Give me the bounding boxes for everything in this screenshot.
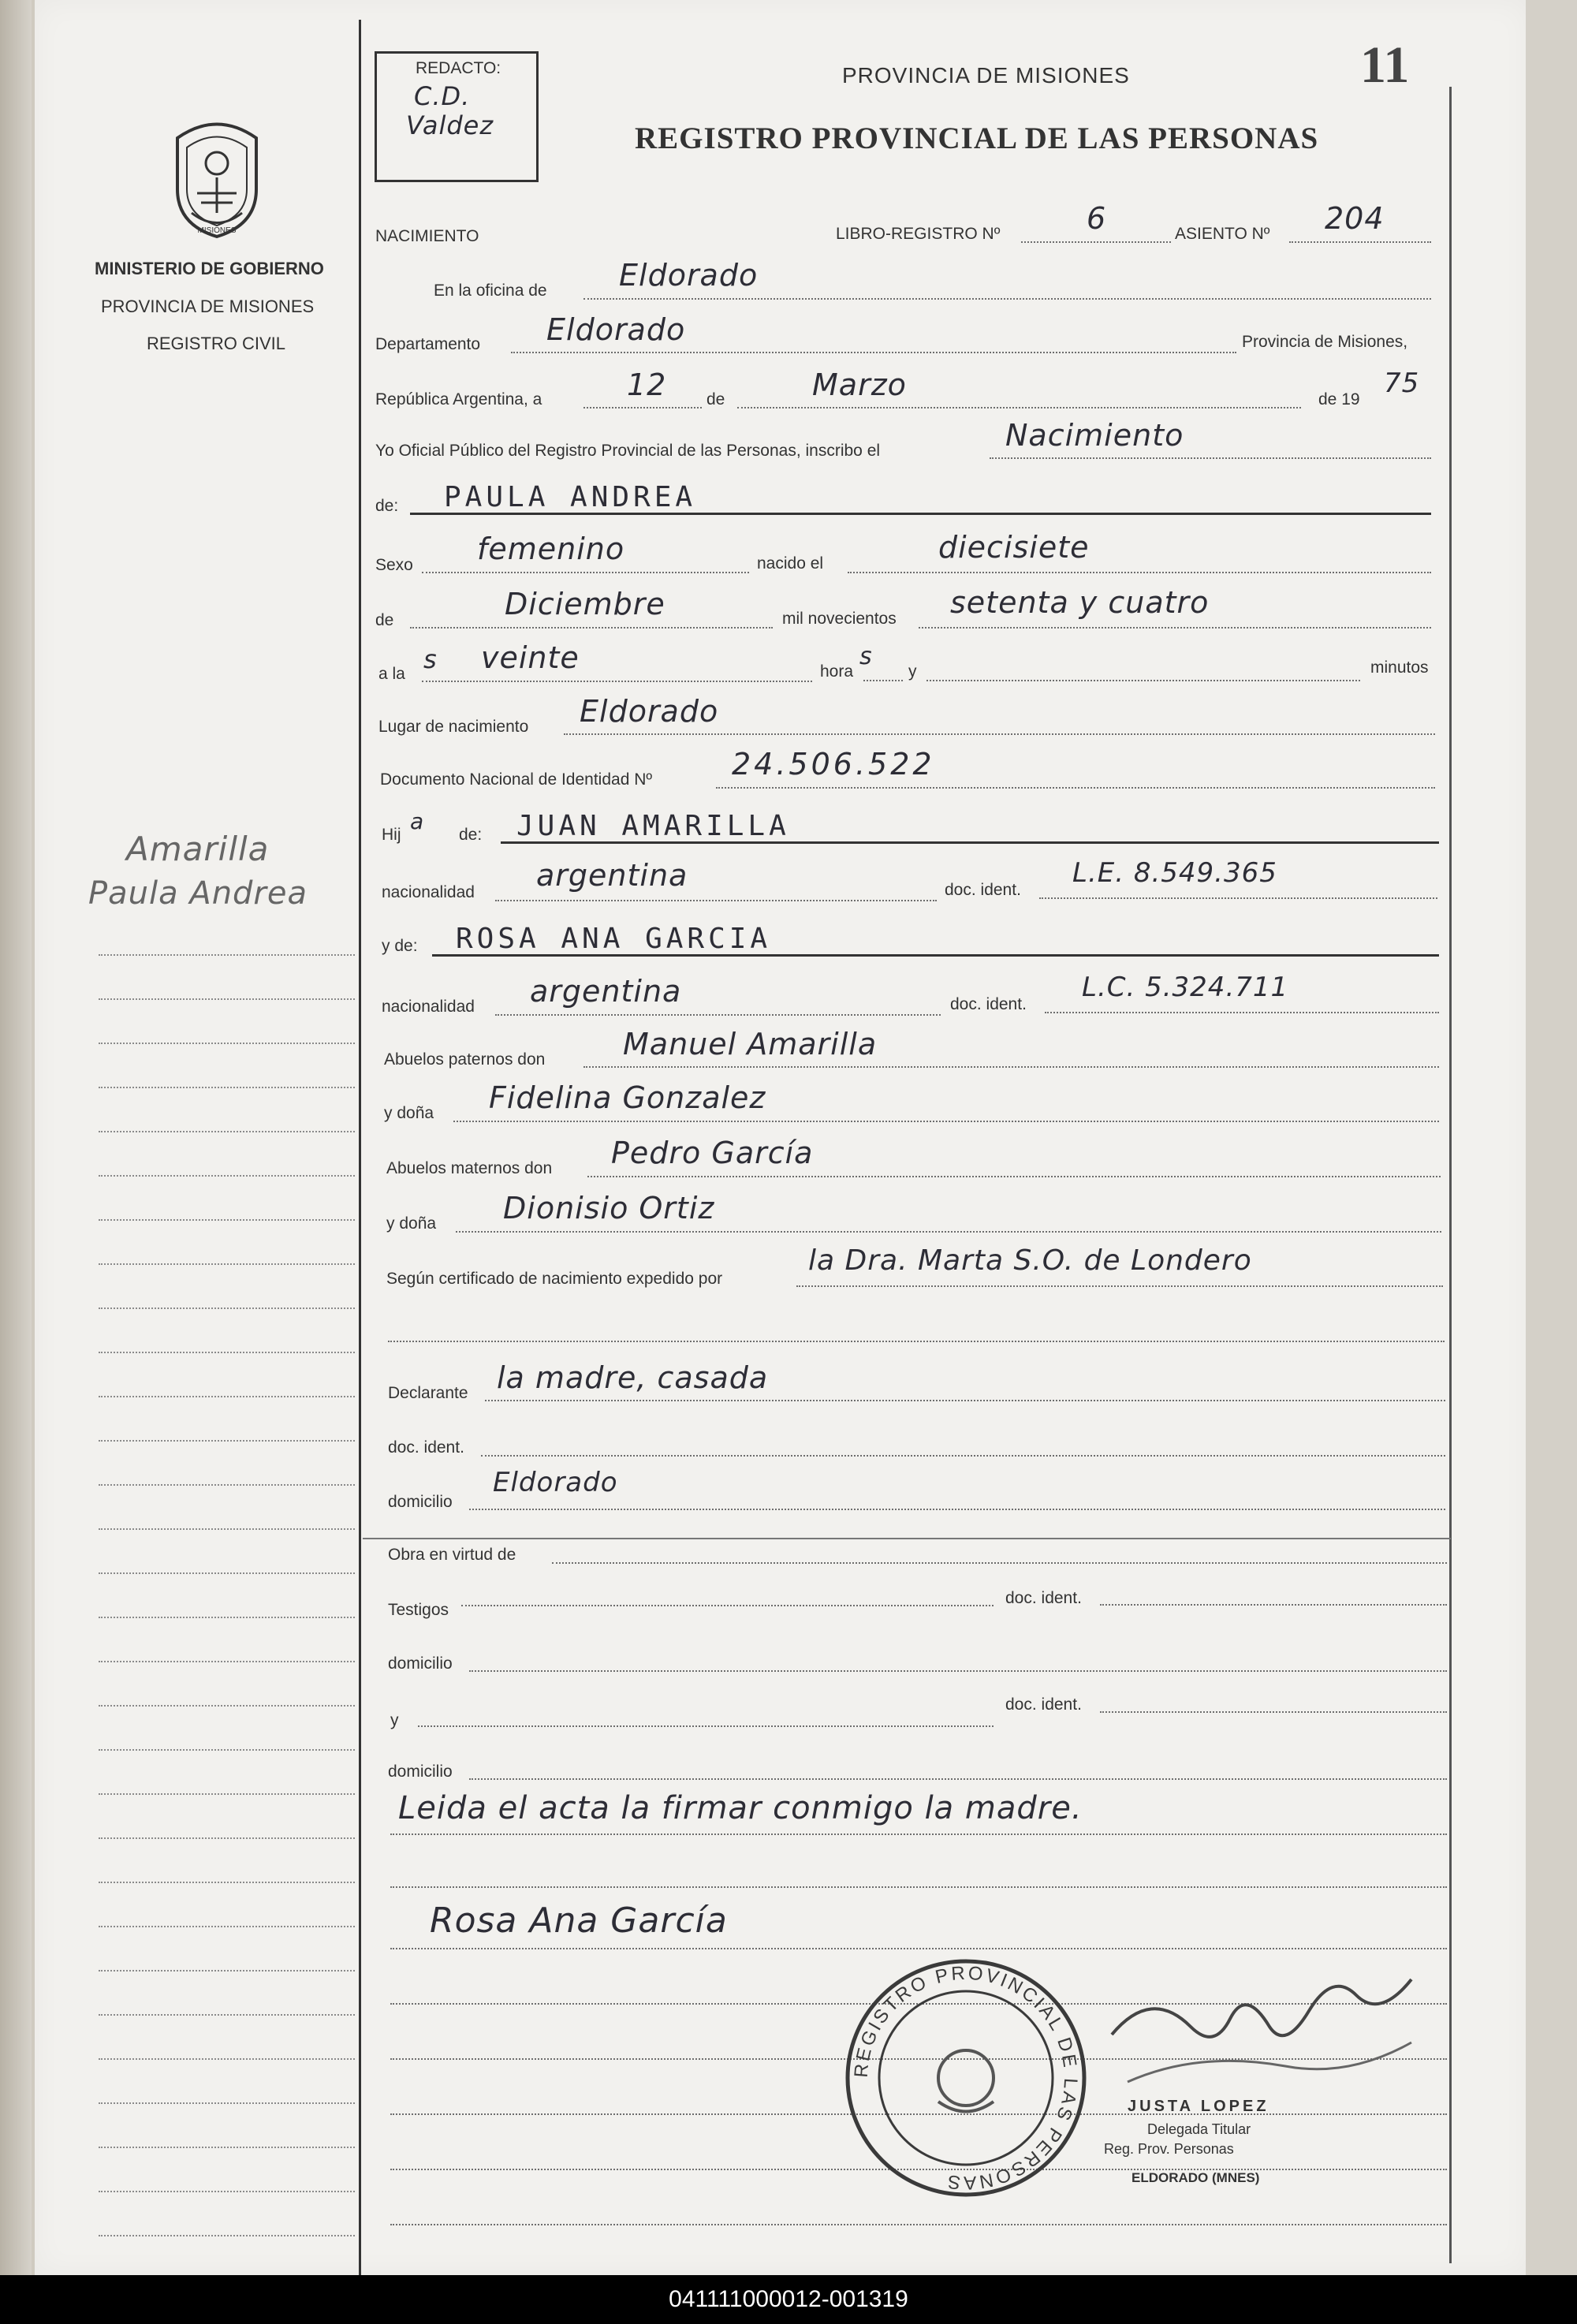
- margin-rule-line: [99, 1087, 355, 1088]
- horas-dots: [863, 680, 903, 681]
- abuela-pat-dots: [453, 1121, 1439, 1122]
- margin-rule-line: [99, 2058, 355, 2060]
- declarante-domicilio-dots: [469, 1509, 1445, 1510]
- padre-doc-value: L.E. 8.549.365: [1072, 857, 1277, 889]
- hora-value: veinte: [481, 640, 580, 675]
- lugar-value: Eldorado: [580, 694, 719, 729]
- madre-nac-label: nacionalidad: [382, 998, 475, 1016]
- y-label-2: y: [390, 1711, 399, 1729]
- firma-madre: Rosa Ana García: [430, 1901, 728, 1941]
- redacto-label: REDACTO:: [416, 59, 501, 77]
- acto-dots: [990, 457, 1431, 459]
- departamento-value: Eldorado: [546, 312, 686, 347]
- official-name: JUSTA LOPEZ: [1128, 2098, 1269, 2115]
- official-place: ELDORADO (MNES): [1131, 2170, 1260, 2185]
- provincia-misiones-label: Provincia de Misiones,: [1242, 333, 1408, 351]
- right-border-rule: [1449, 87, 1452, 2263]
- book-spine: [0, 0, 32, 2275]
- padre-doc-label: doc. ident.: [945, 881, 1021, 899]
- libro-registro-label: LIBRO-REGISTRO Nº: [836, 225, 1001, 243]
- left-column-rule: [359, 20, 361, 2275]
- declarante-domicilio-label: domicilio: [388, 1493, 453, 1511]
- testigo2-doc-label: doc. ident.: [1005, 1695, 1082, 1714]
- declarante-dots: [485, 1400, 1445, 1401]
- margin-rule-line: [99, 1661, 355, 1662]
- obra-rule: [363, 1538, 1451, 1539]
- obra-label: Obra en virtud de: [388, 1546, 516, 1564]
- margin-rule-line: [99, 1837, 355, 1839]
- republica-label: República Argentina, a: [375, 390, 542, 408]
- segun-dots: [796, 1285, 1443, 1287]
- margin-rule-line: [99, 1263, 355, 1265]
- hora-dots: [422, 681, 812, 682]
- footer-barcode-text: 041111000012-001319: [0, 2275, 1577, 2324]
- padre-doc-dots: [1039, 897, 1437, 899]
- lectura-dots: [390, 1833, 1447, 1835]
- registry-seal-stamp: [836, 1952, 1096, 2204]
- margin-rule-line: [99, 998, 355, 1000]
- margin-rule-line: [99, 2014, 355, 2016]
- blank-dots-2: [390, 1948, 1447, 1949]
- madre-doc-label: doc. ident.: [950, 995, 1027, 1013]
- nacido-el-label: nacido el: [757, 554, 824, 573]
- nacido-dots: [848, 572, 1431, 573]
- padre-value: JUAN AMARILLA: [516, 810, 790, 842]
- redacto-value-line2: Valdez: [406, 110, 494, 140]
- margin-rule-line: [99, 1793, 355, 1795]
- margin-rule-line: [99, 1926, 355, 1927]
- padre-nac-label: nacionalidad: [382, 883, 475, 901]
- declarante-value: la madre, casada: [497, 1360, 769, 1395]
- lugar-label: Lugar de nacimiento: [378, 718, 529, 736]
- document-title: REGISTRO PROVINCIAL DE LAS PERSONAS: [635, 121, 1319, 155]
- svg-text:REGISTRO PROVINCIAL DE LAS PER: REGISTRO PROVINCIAL DE LAS PERSONAS: [850, 1962, 1082, 2194]
- nacido-anio-dots: [919, 627, 1431, 629]
- margin-rule-line: [99, 1440, 355, 1442]
- de-19-label: de 19: [1318, 390, 1360, 408]
- margin-rule-line: [99, 1043, 355, 1044]
- de-label-2: de: [375, 611, 394, 629]
- margin-rule-line: [99, 954, 355, 956]
- margin-rule-line: [99, 1175, 355, 1177]
- abuelo-mat-dots: [587, 1176, 1441, 1177]
- page-number: 11: [1360, 36, 1410, 94]
- sidebar-province-label: PROVINCIA DE MISIONES: [101, 297, 315, 316]
- abuelo-pat-label: Abuelos paternos don: [384, 1050, 546, 1069]
- asiento-label: ASIENTO Nº: [1175, 225, 1270, 243]
- libro-dots: [1021, 241, 1171, 243]
- madre-doc-value: L.C. 5.324.711: [1082, 972, 1289, 1003]
- lugar-dots: [564, 733, 1435, 735]
- padre-nac-value: argentina: [536, 858, 688, 893]
- testigo2-domicilio-label: domicilio: [388, 1763, 453, 1781]
- abuelo-pat-dots: [583, 1066, 1439, 1068]
- obra-dots: [552, 1562, 1447, 1564]
- abuela-mat-label: y doña: [386, 1214, 437, 1233]
- lectura-text: Leida el acta la firmar conmigo la madre.: [398, 1790, 1083, 1826]
- declarante-doc-label: doc. ident.: [388, 1438, 464, 1457]
- declarante-label: Declarante: [388, 1384, 468, 1402]
- dia-dots: [583, 407, 702, 408]
- mes-value: Marzo: [812, 367, 907, 402]
- padre-nac-dots: [495, 900, 937, 901]
- margin-rule-line: [99, 1131, 355, 1132]
- oficina-dots: [583, 298, 1431, 300]
- blank-dots-1: [390, 1886, 1447, 1888]
- ministry-label: MINISTERIO DE GOBIERNO: [95, 259, 324, 278]
- minutos-label: minutos: [1370, 658, 1429, 677]
- official-title-2: Reg. Prov. Personas: [1104, 2141, 1234, 2157]
- testigo1-domicilio-dots: [469, 1670, 1447, 1672]
- departamento-dots: [511, 352, 1236, 353]
- oficial-label: Yo Oficial Público del Registro Provincial de las Personas, inscribo el: [375, 442, 881, 460]
- abuelo-mat-label: Abuelos maternos don: [386, 1159, 553, 1177]
- anio-value: 75: [1384, 367, 1420, 399]
- dni-label: Documento Nacional de Identidad Nº: [380, 770, 653, 789]
- margin-rule-line: [99, 1307, 355, 1309]
- madre-nac-dots: [495, 1014, 941, 1016]
- a-la-label: a la: [378, 665, 405, 683]
- hora-suffix-value: s: [859, 643, 873, 670]
- segun-label: Según certificado de nacimiento expedido por: [386, 1270, 723, 1288]
- domicilio-decl-value: Eldorado: [493, 1467, 618, 1498]
- de-label-1: de: [706, 390, 725, 408]
- y-de-label: y de:: [382, 937, 418, 955]
- testigos-dots: [461, 1605, 994, 1606]
- nacido-mes-dots: [410, 627, 773, 629]
- hij-suffix-value: a: [410, 808, 425, 834]
- abuelo-mat-value: Pedro García: [611, 1136, 814, 1170]
- testigos-label: Testigos: [388, 1601, 449, 1619]
- madre-nac-value: argentina: [530, 974, 682, 1009]
- margin-rule-line: [99, 1970, 355, 1971]
- margin-rule-line: [99, 1572, 355, 1574]
- testigo1-doc-dots: [1100, 1604, 1447, 1606]
- margin-note-given-names: Paula Andrea: [88, 875, 308, 912]
- svg-text:MISIONES: MISIONES: [197, 226, 237, 235]
- abuela-pat-value: Fidelina Gonzalez: [489, 1080, 766, 1115]
- madre-value: ROSA ANA GARCIA: [456, 923, 772, 955]
- redacto-value-line1: C.D.: [414, 81, 471, 111]
- madre-doc-dots: [1045, 1012, 1439, 1013]
- nacido-dia-value: diecisiete: [938, 530, 1090, 565]
- margin-rule-line: [99, 2191, 355, 2192]
- margin-rule-line: [99, 1484, 355, 1486]
- nombre-label: de:: [375, 497, 399, 515]
- margin-rule-line: [99, 1705, 355, 1707]
- abuela-mat-dots: [456, 1231, 1441, 1233]
- official-title-1: Delegada Titular: [1147, 2121, 1251, 2137]
- nacido-anio-value: setenta y cuatro: [950, 585, 1210, 620]
- margin-rule-line: [99, 1219, 355, 1221]
- y-label-1: y: [908, 662, 917, 681]
- mes-dots: [737, 407, 1301, 408]
- minutos-dots: [926, 680, 1360, 681]
- nacido-mes-value: Diciembre: [505, 587, 665, 621]
- nacimiento-label: NACIMIENTO: [375, 227, 479, 245]
- testigo2-domicilio-dots: [469, 1778, 1447, 1780]
- oficina-value: Eldorado: [619, 258, 759, 293]
- sexo-value: femenino: [477, 532, 625, 566]
- mil-novecientos-label: mil novecientos: [782, 610, 897, 628]
- nombre-value: PAULA ANDREA: [444, 481, 697, 513]
- asiento-dots: [1289, 241, 1431, 243]
- hij-label: Hij: [382, 826, 401, 844]
- testigo1-domicilio-label: domicilio: [388, 1654, 453, 1673]
- declarante-doc-dots: [481, 1455, 1445, 1457]
- margin-rule-line: [99, 1749, 355, 1751]
- testigo2-doc-dots: [1100, 1711, 1447, 1713]
- dni-dots: [716, 787, 1435, 789]
- margin-rule-line: [99, 2235, 355, 2236]
- header-province: PROVINCIA DE MISIONES: [842, 63, 1130, 88]
- sexo-dots: [422, 572, 749, 573]
- sexo-label: Sexo: [375, 556, 413, 574]
- margin-rule-line: [99, 1528, 355, 1530]
- departamento-label: Departamento: [375, 335, 481, 353]
- blank-dots-7: [390, 2224, 1447, 2225]
- abuela-pat-label: y doña: [384, 1104, 434, 1122]
- page-edge: [1526, 0, 1577, 2275]
- margin-note-surname: Amarilla: [126, 830, 270, 868]
- hora-prefix-value: s: [423, 644, 438, 674]
- dni-value: 24.506.522: [732, 747, 935, 782]
- abuela-mat-value: Dionisio Ortiz: [503, 1191, 715, 1225]
- oficina-label: En la oficina de: [434, 282, 547, 300]
- margin-rule-line: [99, 1352, 355, 1353]
- testigo2-dots: [418, 1725, 994, 1727]
- libro-value: 6: [1087, 201, 1107, 236]
- horas-label: hora: [820, 662, 854, 681]
- testigo1-doc-label: doc. ident.: [1005, 1589, 1082, 1607]
- margin-rule-line: [99, 1617, 355, 1618]
- certificado-value: la Dra. Marta S.O. de Londero: [808, 1244, 1252, 1277]
- segun-dots-2: [388, 1341, 1445, 1342]
- provincial-coat-of-arms-icon: [162, 114, 272, 241]
- margin-rule-line: [99, 2147, 355, 2148]
- margin-rule-line: [99, 2102, 355, 2104]
- sidebar-registry-label: REGISTRO CIVIL: [147, 334, 286, 353]
- margin-rule-line: [99, 1882, 355, 1883]
- margin-rule-line: [99, 1396, 355, 1397]
- abuelo-pat-value: Manuel Amarilla: [623, 1027, 878, 1061]
- asiento-value: 204: [1325, 201, 1385, 236]
- dia-value: 12: [627, 367, 667, 402]
- acto-value: Nacimiento: [1005, 418, 1184, 453]
- hij-de-label: de:: [459, 826, 483, 844]
